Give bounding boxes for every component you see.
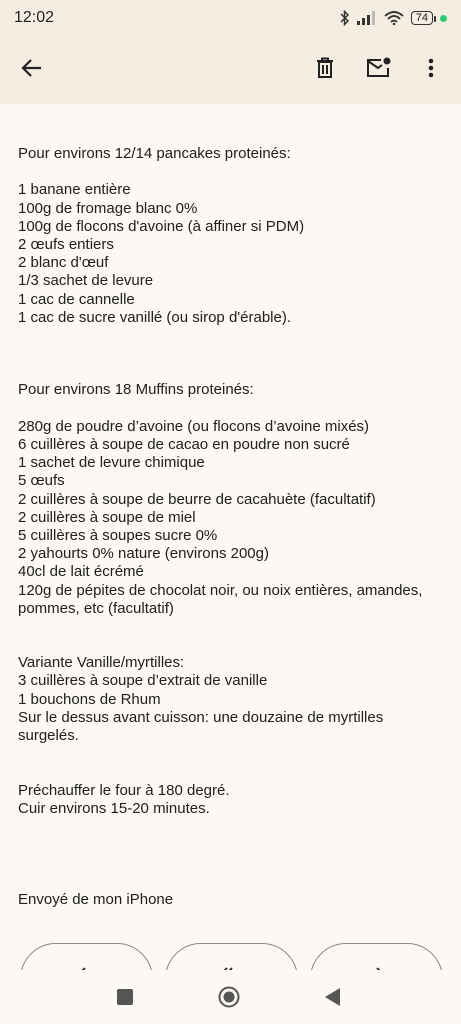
body-line: 1 cac de cannelle bbox=[18, 290, 135, 308]
body-line: 1/3 sachet de levure bbox=[18, 272, 154, 290]
more-options-button[interactable] bbox=[411, 48, 451, 88]
body-line: 6 cuillères à soupe de cacao en poudre non sucré bbox=[18, 436, 350, 453]
app-bar bbox=[0, 36, 461, 104]
back-button[interactable] bbox=[12, 48, 52, 88]
blank-line bbox=[18, 400, 448, 418]
body-line: 100g de flocons d'avoine (à affiner si PDM) bbox=[18, 217, 305, 235]
body-line: 120g de pépites de chocolat noir, ou noix entières, amandes, bbox=[18, 581, 423, 599]
blank-line bbox=[18, 618, 448, 636]
bottom-actions bbox=[0, 940, 461, 970]
notification-dot bbox=[440, 15, 447, 22]
body-line: 1 banane entière bbox=[18, 181, 131, 199]
more-vert-icon bbox=[428, 58, 434, 78]
email-body bbox=[18, 145, 448, 909]
status-icons bbox=[340, 9, 447, 27]
wifi-icon bbox=[384, 11, 404, 25]
back-triangle-icon bbox=[325, 988, 341, 1006]
blank-line bbox=[18, 636, 448, 654]
body-line: Variante Vanille/myrtilles: bbox=[18, 654, 185, 672]
body-line: 5 œufs bbox=[18, 472, 65, 490]
home-circle-icon bbox=[218, 986, 240, 1008]
back-arrow-icon bbox=[21, 57, 43, 79]
recents-button[interactable] bbox=[108, 980, 142, 1014]
reply-all-icon bbox=[221, 963, 241, 970]
body-line: 2 cuillères à soupe de miel bbox=[18, 508, 196, 526]
system-nav-bar bbox=[0, 970, 461, 1024]
forward-button[interactable] bbox=[310, 943, 443, 970]
blank-line bbox=[18, 763, 448, 781]
body-line: 1 cac de sucre vanillé (ou sirop d'érable). bbox=[18, 308, 292, 326]
body-line: 5 cuillères à soupes sucre 0% bbox=[18, 526, 218, 544]
body-line: 40cl de lait écrémé bbox=[18, 563, 144, 581]
home-button[interactable] bbox=[212, 980, 246, 1014]
body-line: Pour environs 18 Muffins proteinés: bbox=[18, 381, 254, 399]
body-line: Pour environs 12/14 pancakes proteinés: bbox=[18, 145, 291, 162]
body-line: Envoyé de mon iPhone bbox=[18, 890, 174, 908]
blank-line bbox=[18, 836, 448, 854]
bluetooth-icon bbox=[340, 10, 350, 26]
blank-line bbox=[18, 745, 448, 763]
battery-icon: 74 bbox=[411, 11, 433, 25]
blank-line bbox=[18, 163, 448, 181]
body-line: 2 œufs entiers bbox=[18, 235, 114, 253]
status-time: 12:02 bbox=[14, 9, 55, 26]
signal-icon bbox=[357, 11, 377, 25]
recents-square-icon bbox=[117, 989, 133, 1005]
body-line: Sur le dessus avant cuisson: une douzaine de myrtilles bbox=[18, 708, 384, 726]
status-bar bbox=[0, 0, 461, 36]
blank-line bbox=[18, 327, 448, 345]
system-back-button[interactable] bbox=[316, 980, 350, 1014]
blank-line bbox=[18, 363, 448, 381]
body-line: surgelés. bbox=[18, 727, 79, 744]
mark-unread-button[interactable] bbox=[359, 48, 399, 88]
body-line: 1 bouchons de Rhum bbox=[18, 690, 161, 708]
reply-button[interactable] bbox=[20, 943, 153, 970]
body-line: 100g de fromage blanc 0% bbox=[18, 199, 198, 217]
body-line: pommes, etc (facultatif) bbox=[18, 599, 174, 617]
body-line: 3 cuillères à soupe d’extrait de vanille bbox=[18, 672, 268, 690]
blank-line bbox=[18, 873, 448, 891]
body-line: 2 blanc d'œuf bbox=[18, 254, 109, 272]
body-line: Cuir environs 15-20 minutes. bbox=[18, 799, 210, 817]
delete-button[interactable] bbox=[305, 48, 345, 88]
forward-icon bbox=[366, 963, 386, 970]
body-line: 2 yahourts 0% nature (environs 200g) bbox=[18, 545, 269, 563]
body-line: 2 cuillères à soupe de beurre de cacahuète (facultatif) bbox=[18, 490, 376, 508]
reply-all-button[interactable] bbox=[165, 943, 298, 970]
blank-line bbox=[18, 854, 448, 872]
body-line: 1 sachet de levure chimique bbox=[18, 454, 205, 472]
blank-line bbox=[18, 345, 448, 363]
body-line: 280g de poudre d’avoine (ou flocons d’avoine mixés) bbox=[18, 417, 370, 435]
mark-unread-icon bbox=[366, 57, 392, 79]
body-line: Préchauffer le four à 180 degré. bbox=[18, 781, 230, 799]
blank-line bbox=[18, 818, 448, 836]
trash-icon bbox=[315, 57, 335, 79]
reply-icon bbox=[76, 963, 96, 970]
